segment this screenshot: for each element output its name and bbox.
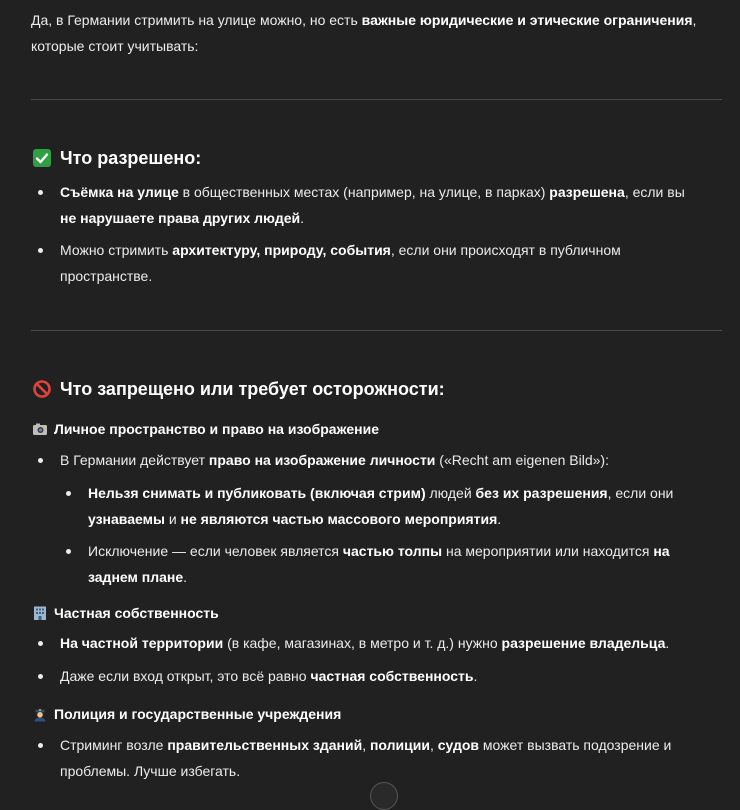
- privacy-heading: [32, 418, 379, 440]
- text: людей: [425, 485, 476, 501]
- scroll-down-button[interactable]: [370, 782, 398, 810]
- bold-text: правительственных зданий: [167, 737, 363, 753]
- text: на мероприятии или находится: [442, 543, 654, 559]
- bullet: [38, 248, 43, 253]
- bullet: [38, 674, 43, 679]
- intro-text: Да, в Германии стримить на улице можно, но есть: [31, 12, 362, 28]
- sub-list-item: [88, 480, 688, 532]
- bullet: [66, 549, 71, 554]
- bold-text: судов: [437, 737, 480, 753]
- list-item: [60, 447, 700, 473]
- intro-paragraph: [31, 7, 711, 59]
- bold-text: На частной территории: [60, 635, 224, 651]
- text: , если вы: [624, 184, 685, 200]
- bold-text: без их разрешения: [475, 485, 608, 501]
- divider: [31, 330, 722, 331]
- restricted-heading-text: Что запрещено или требует осторожности:: [60, 379, 445, 399]
- property-heading-text: Частная собственность: [54, 605, 219, 621]
- text: Стриминг возле: [60, 737, 168, 753]
- text: В Германии действует: [60, 452, 209, 468]
- text: и: [164, 511, 181, 527]
- prohibited-icon: [32, 379, 52, 399]
- police-officer-icon: [32, 706, 48, 722]
- bullet: [38, 190, 43, 195]
- check-mark-icon: [32, 148, 52, 168]
- allowed-heading-text: Что разрешено:: [60, 148, 202, 168]
- text: , если они: [607, 485, 674, 501]
- bold-text: право на изображение личности: [208, 452, 436, 468]
- text: ,: [362, 737, 370, 753]
- bold-text: Съёмка на улице: [60, 184, 179, 200]
- text: .: [300, 210, 304, 226]
- bold-text: разрешение владельца: [501, 635, 666, 651]
- bold-text: не являются частью массового мероприятия: [180, 511, 498, 527]
- text: Даже если вход открыт, это всё равно: [60, 668, 311, 684]
- text: Исключение — если человек является: [88, 543, 343, 559]
- restricted-heading: [32, 377, 445, 401]
- police-heading-text: Полиция и государственные учреждения: [54, 706, 342, 722]
- bold-text: Нельзя снимать и публиковать (включая стрим): [88, 485, 426, 501]
- bold-text: полиции: [369, 737, 430, 753]
- bold-text: узнаваемы: [88, 511, 165, 527]
- privacy-heading-text: Личное пространство и право на изображение: [54, 421, 379, 437]
- text: («Recht am eigenen Bild»):: [435, 452, 609, 468]
- list-item: [60, 237, 700, 289]
- bullet: [38, 458, 43, 463]
- list-item: [60, 179, 700, 231]
- divider: [31, 99, 722, 100]
- text: .: [183, 569, 188, 585]
- list-item: [60, 630, 700, 656]
- bullet: [66, 491, 71, 496]
- bold-text: архитектуру, природу, события: [172, 242, 391, 258]
- text: , если они происходят в публичном пространстве.: [60, 242, 621, 284]
- bold-text: частью толпы: [342, 543, 443, 559]
- text: (в кафе, магазинах, в метро и т. д.) нужно: [223, 635, 502, 651]
- intro-text-end: , которые стоит учитывать:: [31, 12, 697, 54]
- bullet: [38, 641, 43, 646]
- police-heading: [32, 703, 341, 725]
- bullet: [38, 743, 43, 748]
- intro-bold: важные юридические и этические ограничения: [361, 12, 693, 28]
- bold-text: не нарушаете права других людей: [60, 210, 301, 226]
- text: ,: [429, 737, 438, 753]
- text: может вызвать подозрение и проблемы. Лучше избегать.: [60, 737, 672, 779]
- text: .: [665, 635, 670, 651]
- bold-text: частная собственность: [310, 668, 474, 684]
- property-heading: [32, 602, 219, 624]
- bold-text: на заднем плане: [88, 543, 670, 585]
- text: .: [497, 511, 502, 527]
- sub-list-item: [88, 538, 688, 590]
- text: Можно стримить: [60, 242, 173, 258]
- allowed-heading: [32, 146, 201, 170]
- office-building-icon: [32, 605, 48, 621]
- list-item: [60, 732, 700, 784]
- text: .: [473, 668, 478, 684]
- text: в общественных местах (например, на улице, в парках): [178, 184, 550, 200]
- bold-text: разрешена: [549, 184, 625, 200]
- list-item: [60, 663, 700, 689]
- camera-icon: [32, 421, 48, 437]
